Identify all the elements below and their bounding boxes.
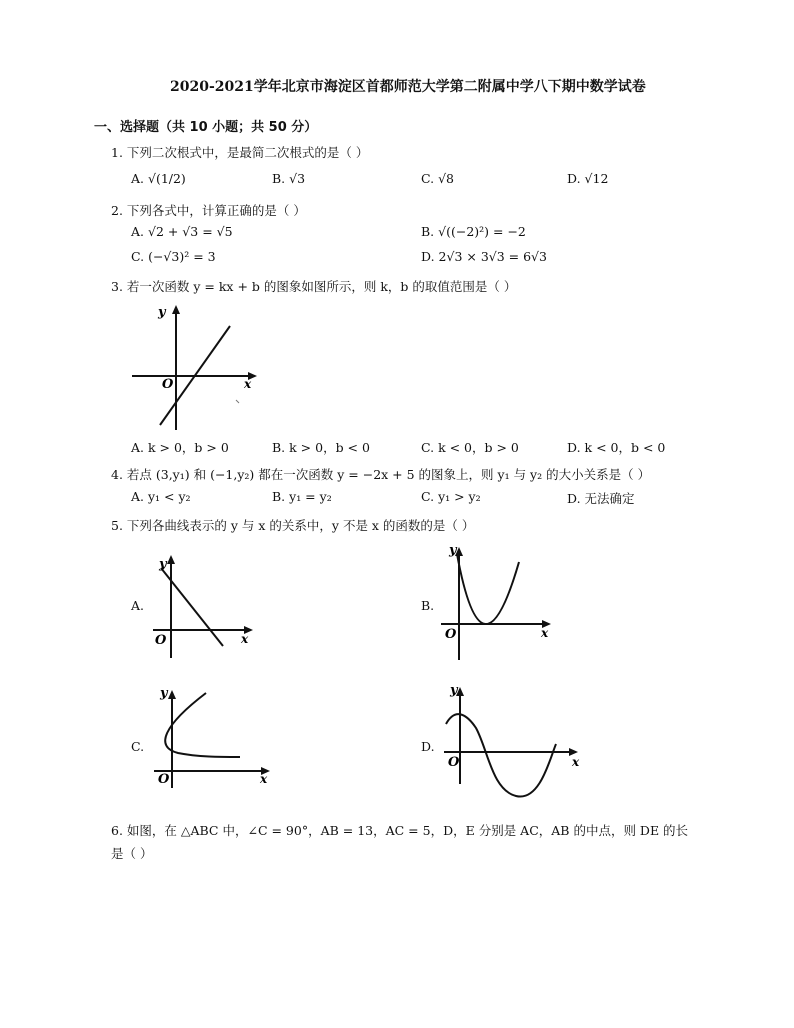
- q3-origin-label: O: [162, 377, 174, 392]
- q1-option-c[interactable]: C. √8: [421, 171, 454, 186]
- q4-stem: 4. 若点 (3,y₁) 和 (−1,y₂) 都在一次函数 y = −2x + 5 的图象上，则 y₁ 与 y₂ 的大小关系是（ ）: [111, 467, 651, 482]
- page-title: 2020-2021学年北京市海淀区首都师范大学第二附属中学八下期中数学试卷: [170, 79, 646, 95]
- svg-text:O: O: [445, 627, 457, 642]
- svg-text:x: x: [241, 632, 249, 646]
- q5-option-b[interactable]: B.: [421, 598, 435, 613]
- q5-stem: 5. 下列各曲线表示的 y 与 x 的关系中，y 不是 x 的函数的是（ ）: [111, 518, 475, 533]
- q3-option-b[interactable]: B. k > 0，b < 0: [272, 440, 370, 455]
- q5-graph-d: [440, 680, 585, 802]
- q3-stem: 3. 若一次函数 y = kx + b 的图象如图所示，则 k，b 的取值范围是（ ）: [111, 279, 517, 294]
- svg-text:O: O: [448, 755, 460, 770]
- q2-option-d[interactable]: D. 2√3 × 3√3 = 6√3: [421, 249, 547, 264]
- q3-graph: [128, 300, 268, 435]
- q5-graph-c: [150, 683, 275, 793]
- svg-text:y: y: [159, 557, 167, 572]
- q2-option-c[interactable]: C. (−√3)² = 3: [131, 249, 216, 264]
- svg-text:O: O: [158, 772, 170, 787]
- q1-option-d[interactable]: D. √12: [567, 171, 609, 186]
- q5-option-c[interactable]: C.: [131, 739, 145, 754]
- q1-stem: 1. 下列二次根式中，是最简二次根式的是（ ）: [111, 145, 369, 160]
- svg-text:x: x: [260, 772, 268, 786]
- q5-graph-a: [145, 548, 260, 663]
- q3-option-a[interactable]: A. k > 0，b > 0: [131, 440, 229, 455]
- q1-option-a[interactable]: A. √(1/2): [131, 171, 186, 186]
- q5-option-d[interactable]: D.: [421, 739, 435, 754]
- q5-graph-b: [437, 540, 557, 665]
- svg-text:y: y: [449, 543, 457, 558]
- q3-option-c[interactable]: C. k < 0，b > 0: [421, 440, 519, 455]
- svg-text:x: x: [541, 626, 549, 640]
- section-heading: 一、选择题（共 10 小题；共 50 分）: [94, 120, 318, 135]
- q4-option-b[interactable]: B. y₁ = y₂: [272, 489, 332, 504]
- svg-text:x: x: [572, 755, 580, 769]
- q1-option-b[interactable]: B. √3: [272, 171, 306, 186]
- q2-option-a[interactable]: A. √2 + √3 = √5: [131, 224, 233, 239]
- q6-stem-line1: 6. 如图，在 △ABC 中，∠C = 90°，AB = 13，AC = 5，D，E 分别是 AC，AB 的中点，则 DE 的长: [111, 823, 689, 838]
- q5-option-a[interactable]: A.: [131, 598, 145, 613]
- svg-text:y: y: [450, 683, 458, 698]
- q6-stem-line2: 是（ ）: [111, 846, 153, 861]
- svg-text:O: O: [155, 633, 167, 648]
- q3-y-arrow: [172, 305, 180, 314]
- q3-x-label: x: [244, 377, 252, 391]
- q4-option-a[interactable]: A. y₁ < y₂: [131, 489, 191, 504]
- q2-option-b[interactable]: B. √((−2)²) = −2: [421, 224, 526, 239]
- svg-text:y: y: [160, 686, 168, 701]
- q4-option-d[interactable]: D. 无法确定: [567, 491, 635, 506]
- q3-y-label: y: [158, 305, 166, 320]
- q2-stem: 2. 下列各式中，计算正确的是（ ）: [111, 203, 306, 218]
- q3-option-d[interactable]: D. k < 0，b < 0: [567, 440, 666, 455]
- q4-option-c[interactable]: C. y₁ > y₂: [421, 489, 481, 504]
